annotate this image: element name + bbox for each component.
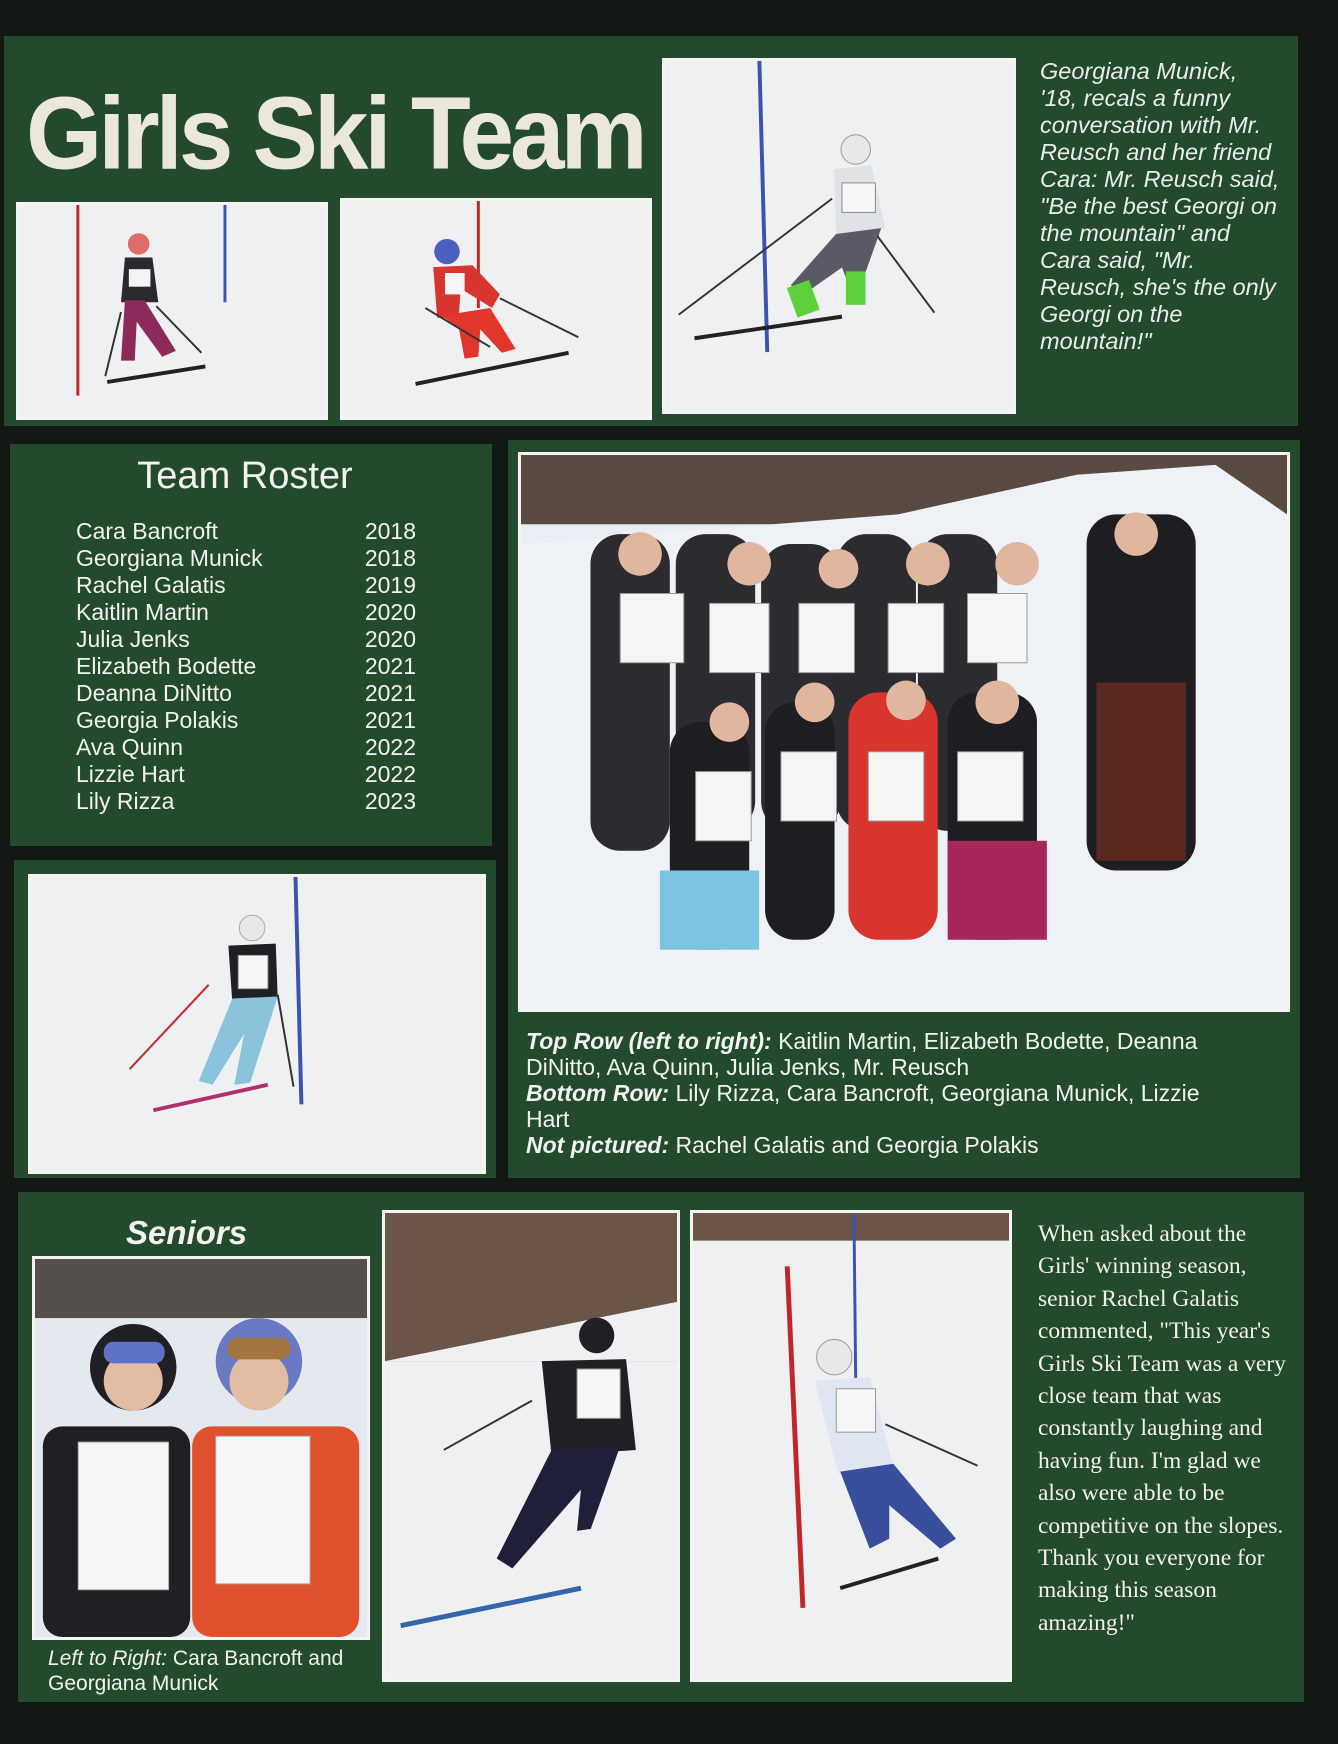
roster-row [76, 545, 416, 572]
bottom-row-names: Lily Rizza, Cara Bancroft, Georgiana Munick, Lizzie Hart [526, 1080, 1200, 1132]
not-pictured-label: Not pictured: [526, 1132, 670, 1158]
skier-illustration [665, 61, 1013, 411]
skier-illustration [343, 201, 649, 417]
team-photo-caption [526, 1028, 1216, 1158]
member-year: 2022 [364, 734, 416, 760]
seniors-caption-names: Cara Bancroft and Georgiana Munick [48, 1647, 344, 1695]
member-name: Rachel Galatis [76, 572, 226, 598]
roster-row [76, 761, 416, 788]
member-year: 2021 [364, 707, 416, 733]
page-title: Girls Ski Team [26, 75, 644, 191]
top-row-names: Kaitlin Martin, Elizabeth Bodette, Deanna DiNitto, Ava Quinn, Julia Jenks, Mr. Reusch [526, 1028, 1198, 1080]
roster-row [76, 653, 416, 680]
member-year: 2020 [364, 599, 416, 625]
skier-illustration [693, 1213, 1009, 1679]
team-photo [518, 452, 1290, 1012]
seniors-title: Seniors [126, 1214, 248, 1251]
member-name: Georgiana Munick [76, 545, 263, 571]
skier-photo-2 [340, 198, 652, 420]
roster-list [76, 518, 416, 815]
skier-illustration [385, 1213, 677, 1679]
roster-row [76, 518, 416, 545]
member-year: 2022 [364, 761, 416, 787]
member-name: Lily Rizza [76, 788, 175, 814]
roster-row [76, 788, 416, 815]
roster-row [76, 572, 416, 599]
seniors-photo [32, 1256, 370, 1640]
member-name: Cara Bancroft [76, 518, 218, 544]
seniors-caption [48, 1646, 368, 1696]
roster-row [76, 680, 416, 707]
member-name: Julia Jenks [76, 626, 190, 652]
member-year: 2020 [364, 626, 416, 652]
roster-row [76, 734, 416, 761]
member-name: Kaitlin Martin [76, 599, 209, 625]
top-row-label: Top Row (left to right): [526, 1028, 772, 1054]
member-year: 2021 [364, 653, 416, 679]
skier-illustration [31, 877, 483, 1171]
roster-row [76, 599, 416, 626]
skier-photo-5 [382, 1210, 680, 1682]
roster-row [76, 707, 416, 734]
member-year: 2018 [364, 518, 416, 544]
skier-photo-3 [662, 58, 1016, 414]
skier-photo-1 [16, 202, 328, 420]
member-name: Elizabeth Bodette [76, 653, 257, 679]
seniors-caption-label: Left to Right: [48, 1647, 168, 1670]
member-name: Deanna DiNitto [76, 680, 232, 706]
seniors-illustration [35, 1259, 367, 1637]
member-year: 2018 [364, 545, 416, 571]
member-year: 2021 [364, 680, 416, 706]
rachel-quote: When asked about the Girls' winning season, senior Rachel Galatis commented, "This year's Girls Ski Team was a very close team that was constantly laughing and having fun. I'm glad we also were able to be competitive on the slopes. Thank you everyone for making this season amazing!" [1038, 1221, 1286, 1636]
member-year: 2019 [364, 572, 416, 598]
funny-quote: Georgiana Munick, '18, recals a funny conversation with Mr. Reusch and her friend Cara: Mr. Reusch said, "Be the best Georgi on the mountain" and Cara said, "Mr. Reusch, she's the only Georgi on the mountain!" [1040, 58, 1280, 354]
skier-illustration [19, 205, 325, 417]
skier-photo-6 [690, 1210, 1012, 1682]
skier-photo-4 [28, 874, 486, 1174]
not-pictured-names: Rachel Galatis and Georgia Polakis [669, 1132, 1039, 1158]
member-name: Georgia Polakis [76, 707, 239, 733]
member-year: 2023 [364, 788, 416, 814]
member-name: Lizzie Hart [76, 761, 185, 787]
team-group-illustration [521, 455, 1287, 1009]
roster-title: Team Roster [137, 455, 353, 497]
roster-row [76, 626, 416, 653]
member-name: Ava Quinn [76, 734, 183, 760]
bottom-row-label: Bottom Row: [526, 1080, 670, 1106]
